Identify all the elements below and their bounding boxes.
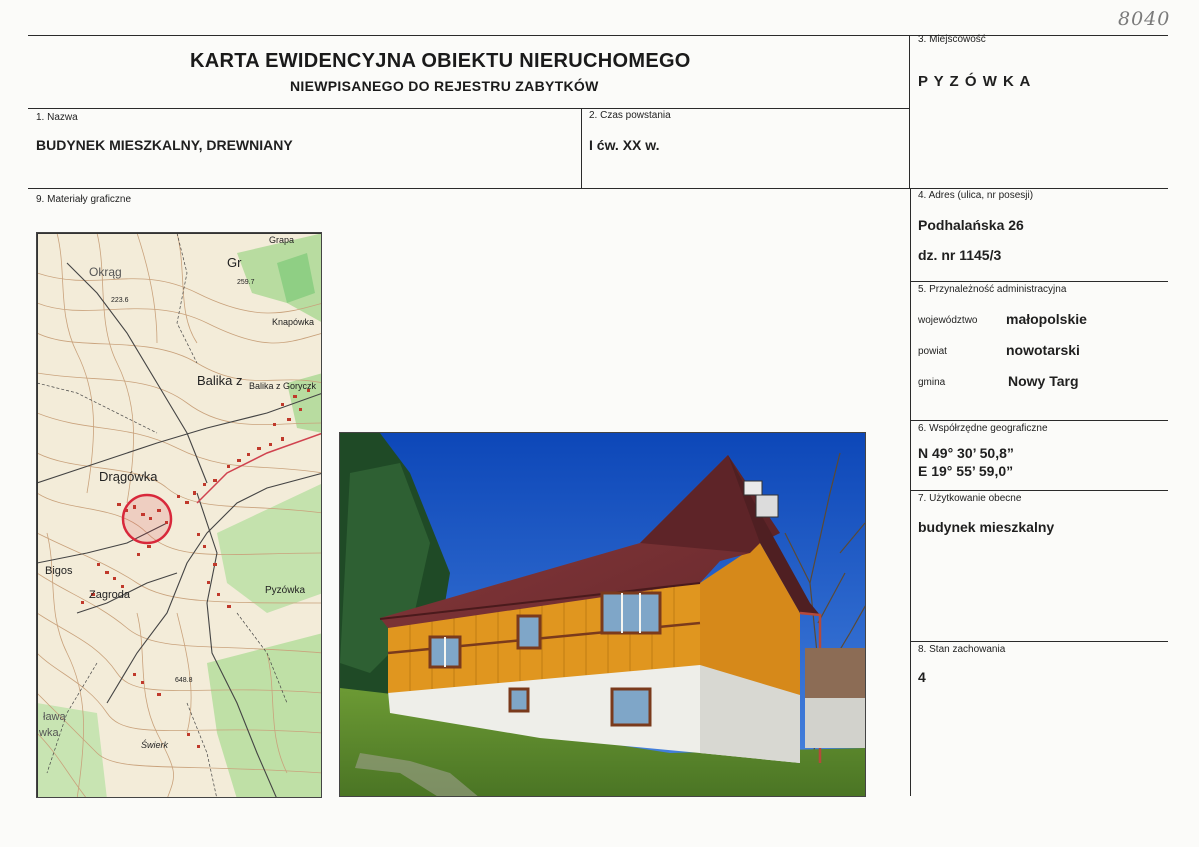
admin-bottom-line: [910, 420, 1168, 421]
map-label-zagroda: Zagroda: [89, 589, 130, 601]
frame-top-line: [28, 35, 1168, 36]
locality-value: P Y Z Ó W K A: [918, 73, 1032, 90]
commune-value: Nowy Targ: [1008, 373, 1079, 389]
frame-right-col-divider: [909, 35, 910, 111]
map-elevation-648: 648.8: [175, 677, 193, 684]
usage-bottom-line: [910, 641, 1168, 642]
address-label: 4. Adres (ulica, nr posesji): [918, 190, 1034, 201]
graphics-label: 9. Materiały graficzne: [36, 194, 132, 205]
map-label-okrag: Okrąg: [89, 265, 122, 279]
location-marker: [123, 495, 171, 543]
county-value: nowotarski: [1006, 342, 1080, 358]
header-bottom-line: [28, 108, 910, 109]
map-label-knapowka: Knapówka: [272, 317, 315, 327]
photo-drawing: [340, 433, 866, 797]
name-label: 1. Nazwa: [36, 112, 78, 123]
topographic-map: [36, 232, 322, 798]
map-label-dragowka: Drągówka: [99, 469, 158, 484]
coords-east: E 19° 55’ 59,0”: [918, 463, 1014, 479]
address-plot: dz. nr 1145/3: [918, 247, 1002, 263]
usage-value: budynek mieszkalny: [918, 519, 1055, 535]
condition-value: 4: [918, 669, 926, 685]
coords-label: 6. Współrzędne geograficzne: [918, 423, 1048, 434]
voivodeship-value: małopolskie: [1006, 311, 1087, 327]
map-label-swierk: Świerk: [141, 740, 169, 750]
map-label-pyzowka: Pyzówka: [265, 585, 306, 596]
row2-bottom-line: [28, 188, 1168, 189]
commune-label: gmina: [918, 377, 946, 388]
name-value: BUDYNEK MIESZKALNY, DREWNIANY: [36, 137, 293, 153]
map-elevation-223: 223.6: [111, 297, 129, 304]
name-date-divider: [581, 108, 582, 188]
map-label-balika: Balika z: [197, 373, 243, 388]
map-label-grapa: Grapa: [269, 235, 295, 245]
coords-bottom-line: [910, 490, 1168, 491]
county-label: powiat: [918, 346, 947, 357]
building-photo: [339, 432, 866, 797]
map-label-gr: Gr: [227, 255, 242, 270]
map-label-bigos: Bigos: [45, 565, 73, 577]
map-label-balika-goryczki: Balika z Goryczk: [249, 381, 317, 391]
condition-label: 8. Stan zachowania: [918, 644, 1006, 655]
address-street: Podhalańska 26: [918, 217, 1024, 233]
map-elevation-259: 259.7: [237, 279, 255, 286]
admin-label: 5. Przynależność administracyjna: [918, 284, 1067, 295]
card-subtitle: NIEWPISANEGO DO REJESTRU ZABYTKÓW: [290, 78, 599, 94]
voivodeship-label: województwo: [918, 315, 978, 326]
address-bottom-line: [910, 281, 1168, 282]
coords-north: N 49° 30’ 50,8”: [918, 445, 1014, 461]
map-label-lawa: ława: [43, 711, 66, 723]
card-title: KARTA EWIDENCYJNA OBIEKTU NIERUCHOMEGO: [190, 50, 691, 72]
locality-label: 3. Miejscowość: [918, 34, 986, 45]
date-value: I ćw. XX w.: [589, 137, 660, 153]
right-col-divider: [910, 188, 911, 796]
date-label: 2. Czas powstania: [589, 110, 671, 121]
usage-label: 7. Użytkowanie obecne: [918, 493, 1022, 504]
map-label-wka: wka: [39, 727, 59, 739]
frame-right-col-divider: [909, 108, 910, 188]
handwritten-number: 8040: [1118, 8, 1171, 30]
